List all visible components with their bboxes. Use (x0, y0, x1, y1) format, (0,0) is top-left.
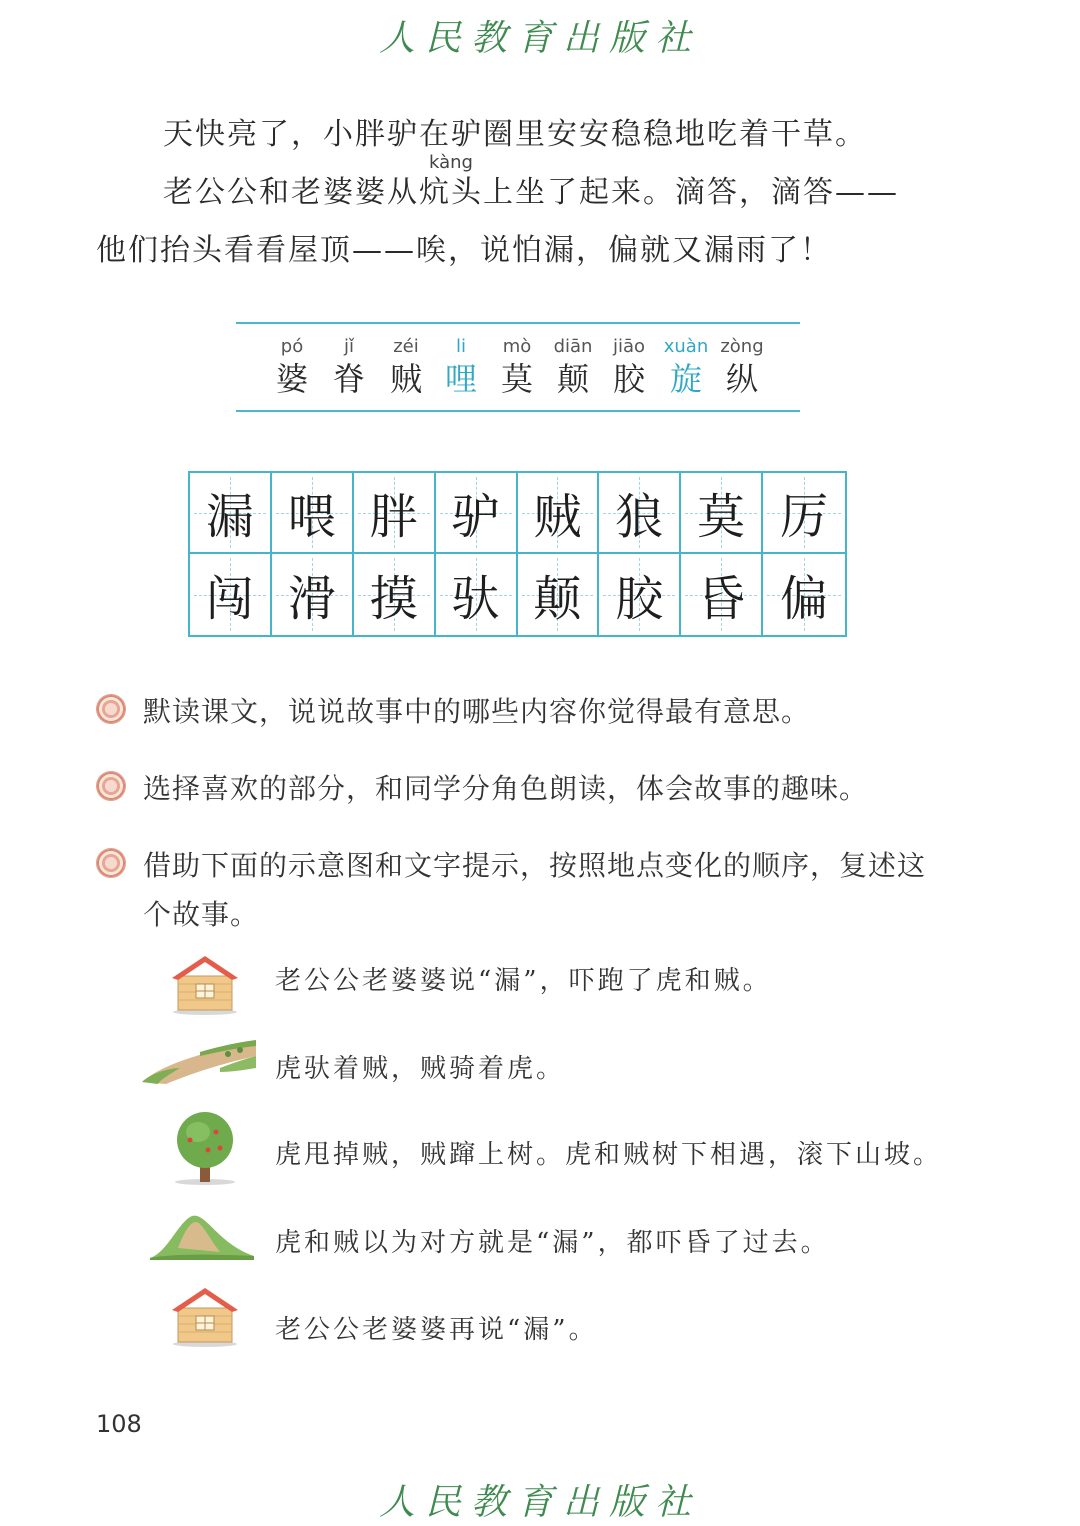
tree-icon (170, 1110, 240, 1186)
grid-cell: 摸 (354, 554, 436, 635)
step-4-text: 虎和贼以为对方就是“漏”，都吓昏了过去。 (275, 1228, 830, 1258)
question-marker-icon (96, 771, 126, 801)
story-paragraph-1: 天快亮了，小胖驴在驴圈里安安稳稳地吃着干草。 (163, 117, 867, 152)
writing-grid (188, 471, 847, 637)
vocab-item-highlighted: xuàn 旋 (663, 336, 709, 398)
question-2: 选择喜欢的部分，和同学分角色朗读，体会故事的趣味。 (143, 772, 869, 805)
story-paragraph-2-line-2: 他们抬头看看屋顶——唉，说怕漏，偏就又漏雨了！ (96, 233, 832, 268)
road-icon (140, 1038, 258, 1088)
step-5-text: 老公公老婆婆再说“漏”。 (275, 1315, 598, 1345)
grid-cell: 贼 (518, 473, 600, 554)
grid-cell: 昏 (681, 554, 763, 635)
vocab-item: zòng 纵 (720, 336, 764, 398)
question-3-line-2: 个故事。 (143, 898, 260, 931)
grid-cell: 闯 (190, 554, 272, 635)
grid-cell: 滑 (272, 554, 354, 635)
question-marker-icon (96, 848, 126, 878)
question-3-line-1: 借助下面的示意图和文字提示，按照地点变化的顺序，复述这 (143, 849, 927, 882)
hill-icon (148, 1208, 256, 1262)
grid-cell: 颠 (518, 554, 600, 635)
step-3-text: 虎甩掉贼，贼蹿上树。虎和贼树下相遇，滚下山坡。 (275, 1140, 943, 1170)
vocab-bottom-rule (236, 410, 800, 412)
vocab-item: mò 莫 (500, 336, 533, 398)
grid-cell: 胖 (354, 473, 436, 554)
grid-cell: 厉 (763, 473, 845, 554)
publisher-header: 人民教育出版社 (378, 18, 701, 59)
grid-cell: 偏 (763, 554, 845, 635)
vocab-item-highlighted: li 哩 (444, 336, 477, 398)
vocab-item: jǐ 脊 (332, 336, 365, 398)
vocab-item: pó 婆 (275, 336, 308, 398)
vocab-strip (236, 335, 800, 401)
grid-cell: 驴 (436, 473, 518, 554)
story-paragraph-2-line-1: 老公公和老婆婆从炕头上坐了起来。滴答，滴答—— (163, 175, 899, 210)
vocab-item: diān 颠 (553, 336, 593, 398)
question-1: 默读课文，说说故事中的哪些内容你觉得最有意思。 (143, 695, 811, 728)
step-2-text: 虎驮着贼，贼骑着虎。 (275, 1054, 566, 1084)
grid-cell: 漏 (190, 473, 272, 554)
grid-cell: 驮 (436, 554, 518, 635)
step-1-text: 老公公老婆婆说“漏”，吓跑了虎和贼。 (275, 966, 772, 996)
kang-pinyin: kàng (429, 152, 473, 173)
grid-cell: 喂 (272, 473, 354, 554)
grid-cell: 胶 (599, 554, 681, 635)
vocab-top-rule (236, 322, 800, 324)
grid-cell: 莫 (681, 473, 763, 554)
question-marker-icon (96, 694, 126, 724)
vocab-item: jiāo 胶 (612, 336, 646, 398)
grid-cell: 狼 (599, 473, 681, 554)
house-icon (170, 1282, 240, 1348)
vocab-item: zéi 贼 (389, 336, 422, 398)
publisher-footer: 人民教育出版社 (378, 1482, 701, 1523)
house-icon (170, 950, 240, 1016)
page-number: 108 (96, 1410, 142, 1438)
